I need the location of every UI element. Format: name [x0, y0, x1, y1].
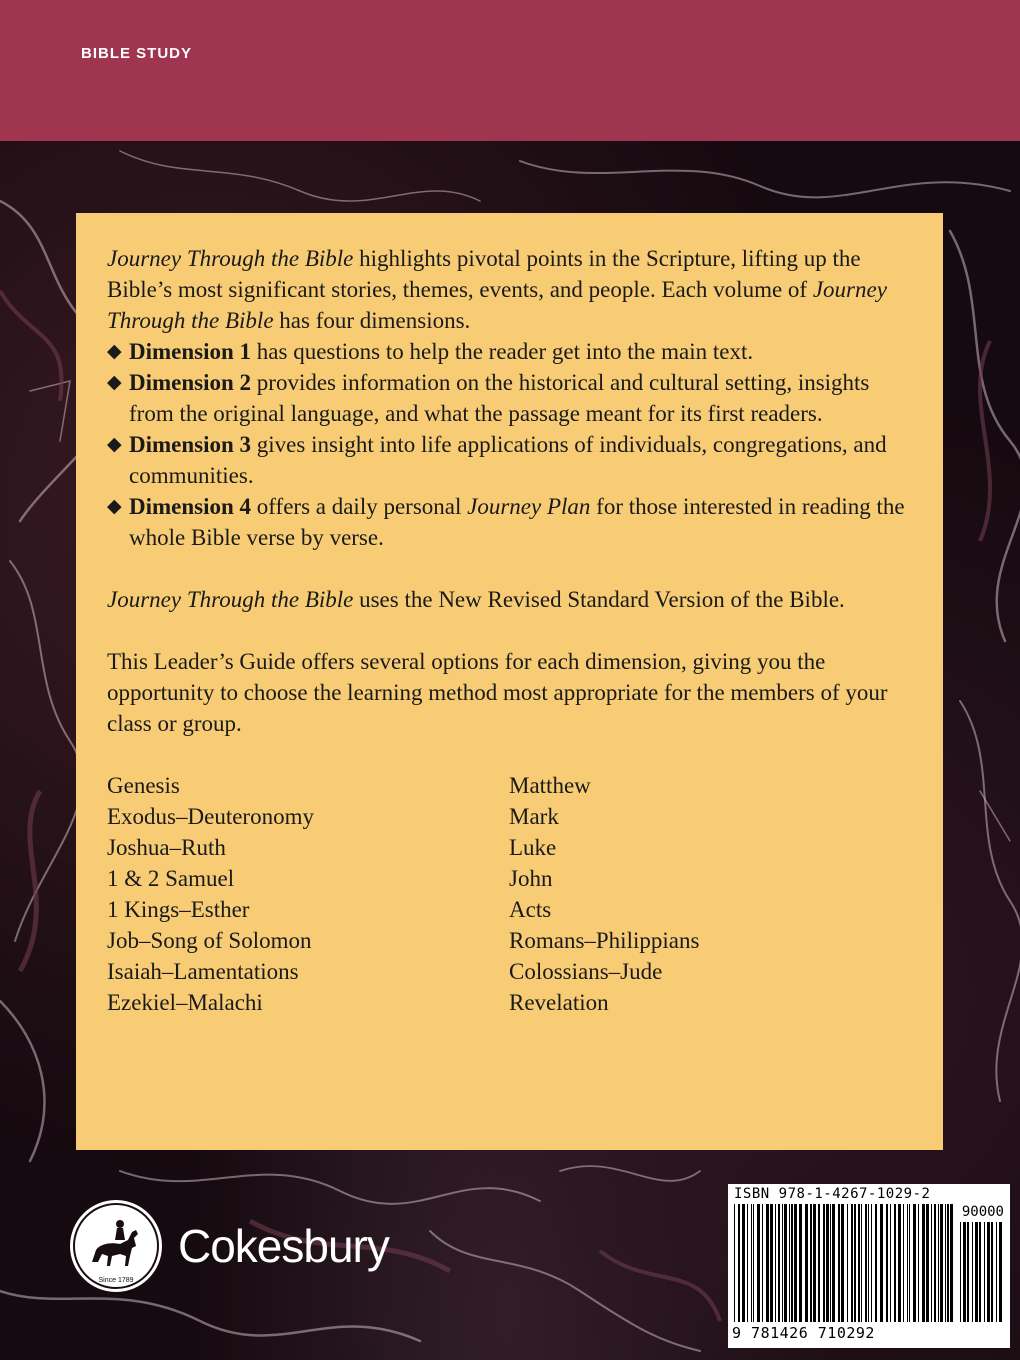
dimension-text: provides information on the historical and cultural setting, insights from the original language, and what the passage meant for its first readers.: [129, 370, 870, 426]
barcode-bar: [782, 1204, 783, 1322]
barcode-bar: [999, 1222, 1002, 1322]
barcode-bar: [775, 1204, 776, 1322]
barcode-bar: [960, 1222, 961, 1322]
barcode-bar: [991, 1222, 993, 1322]
dimension-list: [107, 336, 913, 553]
dimension-label: Dimension 2: [129, 370, 252, 395]
barcode-bar: [967, 1222, 969, 1322]
barcode-bar: [898, 1204, 901, 1322]
barcode-bar: [938, 1204, 939, 1322]
barcode-bar: [972, 1222, 973, 1322]
intro-title: Journey Through the Bible: [107, 246, 354, 271]
barcode-bar: [742, 1204, 745, 1322]
volume-item: Genesis: [107, 773, 180, 798]
barcode-bar: [979, 1222, 981, 1322]
version-paragraph: [107, 584, 913, 615]
top-color-band: [0, 0, 1020, 141]
barcode-bar: [975, 1222, 978, 1322]
barcode-bar: [799, 1204, 802, 1322]
barcode-bar: [947, 1204, 949, 1322]
barcode-bar: [832, 1204, 835, 1322]
barcode-bar: [865, 1204, 867, 1322]
volume-item: Job–Song of Solomon: [107, 928, 312, 953]
dimension-text-end: for those interested in reading the whole Bible verse by verse.: [129, 494, 905, 550]
barcode-bar: [945, 1204, 946, 1322]
dimension-label: Dimension 3: [129, 432, 252, 457]
volume-item: Exodus–Deuteronomy: [107, 804, 314, 829]
dimension-item: [107, 429, 913, 491]
barcode-bar: [996, 1222, 997, 1322]
barcode-bar: [734, 1204, 735, 1322]
dimension-label: Dimension 1: [129, 339, 252, 364]
barcode-bar: [894, 1204, 896, 1322]
barcode-digits: 9 781426 710292: [732, 1324, 875, 1342]
dimension-text: gives insight into life applications of individuals, congregations, and communities.: [129, 432, 887, 488]
barcode-bars: [734, 1204, 956, 1324]
barcode-bar: [950, 1204, 953, 1322]
barcode-bar: [762, 1204, 763, 1322]
barcode-bar: [823, 1204, 825, 1322]
barcode-bar: [770, 1204, 773, 1322]
dimension-text: has questions to help the reader get into the main text.: [251, 339, 754, 364]
description-panel: [76, 213, 943, 1150]
volume-item: Joshua–Ruth: [107, 835, 226, 860]
volume-item: Ezekiel–Malachi: [107, 990, 263, 1015]
barcode-bar: [838, 1204, 840, 1322]
intro-paragraph: [107, 243, 913, 336]
diamond-bullet-icon: ◆: [107, 372, 122, 393]
barcode-bar: [909, 1204, 910, 1322]
barcode-bar: [851, 1204, 853, 1322]
barcode-bar: [858, 1204, 860, 1322]
barcode-bar: [813, 1204, 816, 1322]
isbn-barcode: [728, 1184, 1010, 1348]
barcode-bar: [841, 1204, 844, 1322]
barcode-bar: [854, 1204, 856, 1322]
dimension-label: Dimension 4: [129, 494, 252, 519]
barcode-bar: [784, 1204, 787, 1322]
volume-item: 1 Kings–Esther: [107, 897, 250, 922]
diamond-bullet-icon: ◆: [107, 496, 122, 517]
barcode-bar: [875, 1204, 877, 1322]
volume-item: Luke: [509, 835, 557, 860]
barcode-bar: [940, 1204, 943, 1322]
volume-column-old-testament: [107, 770, 509, 1018]
barcode-bar: [794, 1204, 797, 1322]
journey-plan-title: Journey Plan: [467, 494, 591, 519]
intro-text-2: has four dimensions.: [273, 308, 471, 333]
barcode-bar: [826, 1204, 829, 1322]
barcode-bar: [886, 1204, 888, 1322]
isbn-number: ISBN 978-1-4267-1029-2: [734, 1186, 931, 1202]
volume-item: Colossians–Jude: [509, 959, 663, 984]
barcode-bar: [907, 1204, 908, 1322]
volume-item: Romans–Philippians: [509, 928, 700, 953]
diamond-bullet-icon: ◆: [107, 341, 122, 362]
version-text: uses the New Revised Standard Version of the Bible.: [353, 587, 845, 612]
volume-item: Matthew: [509, 773, 591, 798]
barcode-bar: [987, 1222, 990, 1322]
barcode-bar: [931, 1204, 932, 1322]
dimension-text: offers a daily personal: [251, 494, 468, 519]
volume-item: 1 & 2 Samuel: [107, 866, 235, 891]
volume-item: Acts: [509, 897, 552, 922]
guide-paragraph: This Leader’s Guide offers several options for each dimension, giving you the opportunity to choose the learning method most appropriate for the members of your class or group.: [107, 649, 888, 736]
barcode-bar: [757, 1204, 760, 1322]
barcode-bar: [922, 1204, 925, 1322]
barcode-bar: [934, 1204, 936, 1322]
barcode-bar: [913, 1204, 916, 1322]
publisher-name: Cokesbury: [178, 1220, 389, 1272]
barcode-bar: [747, 1204, 748, 1322]
version-title: Journey Through the Bible: [107, 587, 354, 612]
volume-column-new-testament: [509, 770, 911, 1018]
barcode-bar: [766, 1204, 769, 1322]
barcode-bar: [810, 1204, 812, 1322]
barcode-bar: [880, 1204, 883, 1322]
horse-rider-seal-icon: [70, 1200, 162, 1292]
barcode-bar: [830, 1204, 831, 1322]
barcode-bar: [861, 1204, 862, 1322]
barcode-bar: [751, 1204, 752, 1322]
barcode-bar: [903, 1204, 904, 1322]
publisher-logo: [70, 1196, 389, 1296]
barcode-bar: [738, 1204, 740, 1322]
barcode-bar: [890, 1204, 891, 1322]
dimension-item: [107, 367, 913, 429]
price-barcode-bars: [960, 1222, 1004, 1322]
barcode-bar: [984, 1222, 985, 1322]
price-code: 90000: [961, 1204, 1004, 1220]
volume-item: John: [509, 866, 553, 891]
barcode-bar: [926, 1204, 929, 1322]
volume-item: Revelation: [509, 990, 609, 1015]
diamond-bullet-icon: ◆: [107, 434, 122, 455]
series-label: BIBLE STUDY: [81, 45, 193, 62]
seal-text: Since 1789: [98, 1277, 134, 1284]
barcode-bar: [871, 1204, 872, 1322]
barcode-bar: [778, 1204, 780, 1322]
dimension-item: [107, 491, 913, 553]
barcode-bar: [818, 1204, 820, 1322]
intro-title-2: Journey Through the Bible: [107, 277, 887, 333]
barcode-bar: [963, 1222, 966, 1322]
barcode-bar: [789, 1204, 790, 1322]
barcode-bar: [805, 1204, 808, 1322]
barcode-bar: [847, 1204, 848, 1322]
volume-item: Mark: [509, 804, 559, 829]
intro-text: highlights pivotal points in the Scripture, lifting up the Bible’s most significant stories, themes, events, and people. Each volume of: [107, 246, 861, 302]
barcode-bar: [791, 1204, 793, 1322]
barcode-bar: [918, 1204, 919, 1322]
volume-item: Isaiah–Lamentations: [107, 959, 299, 984]
volume-list: [107, 770, 913, 1018]
barcode-bar: [868, 1204, 869, 1322]
barcode-bar: [753, 1204, 754, 1322]
dimension-item: [107, 336, 913, 367]
